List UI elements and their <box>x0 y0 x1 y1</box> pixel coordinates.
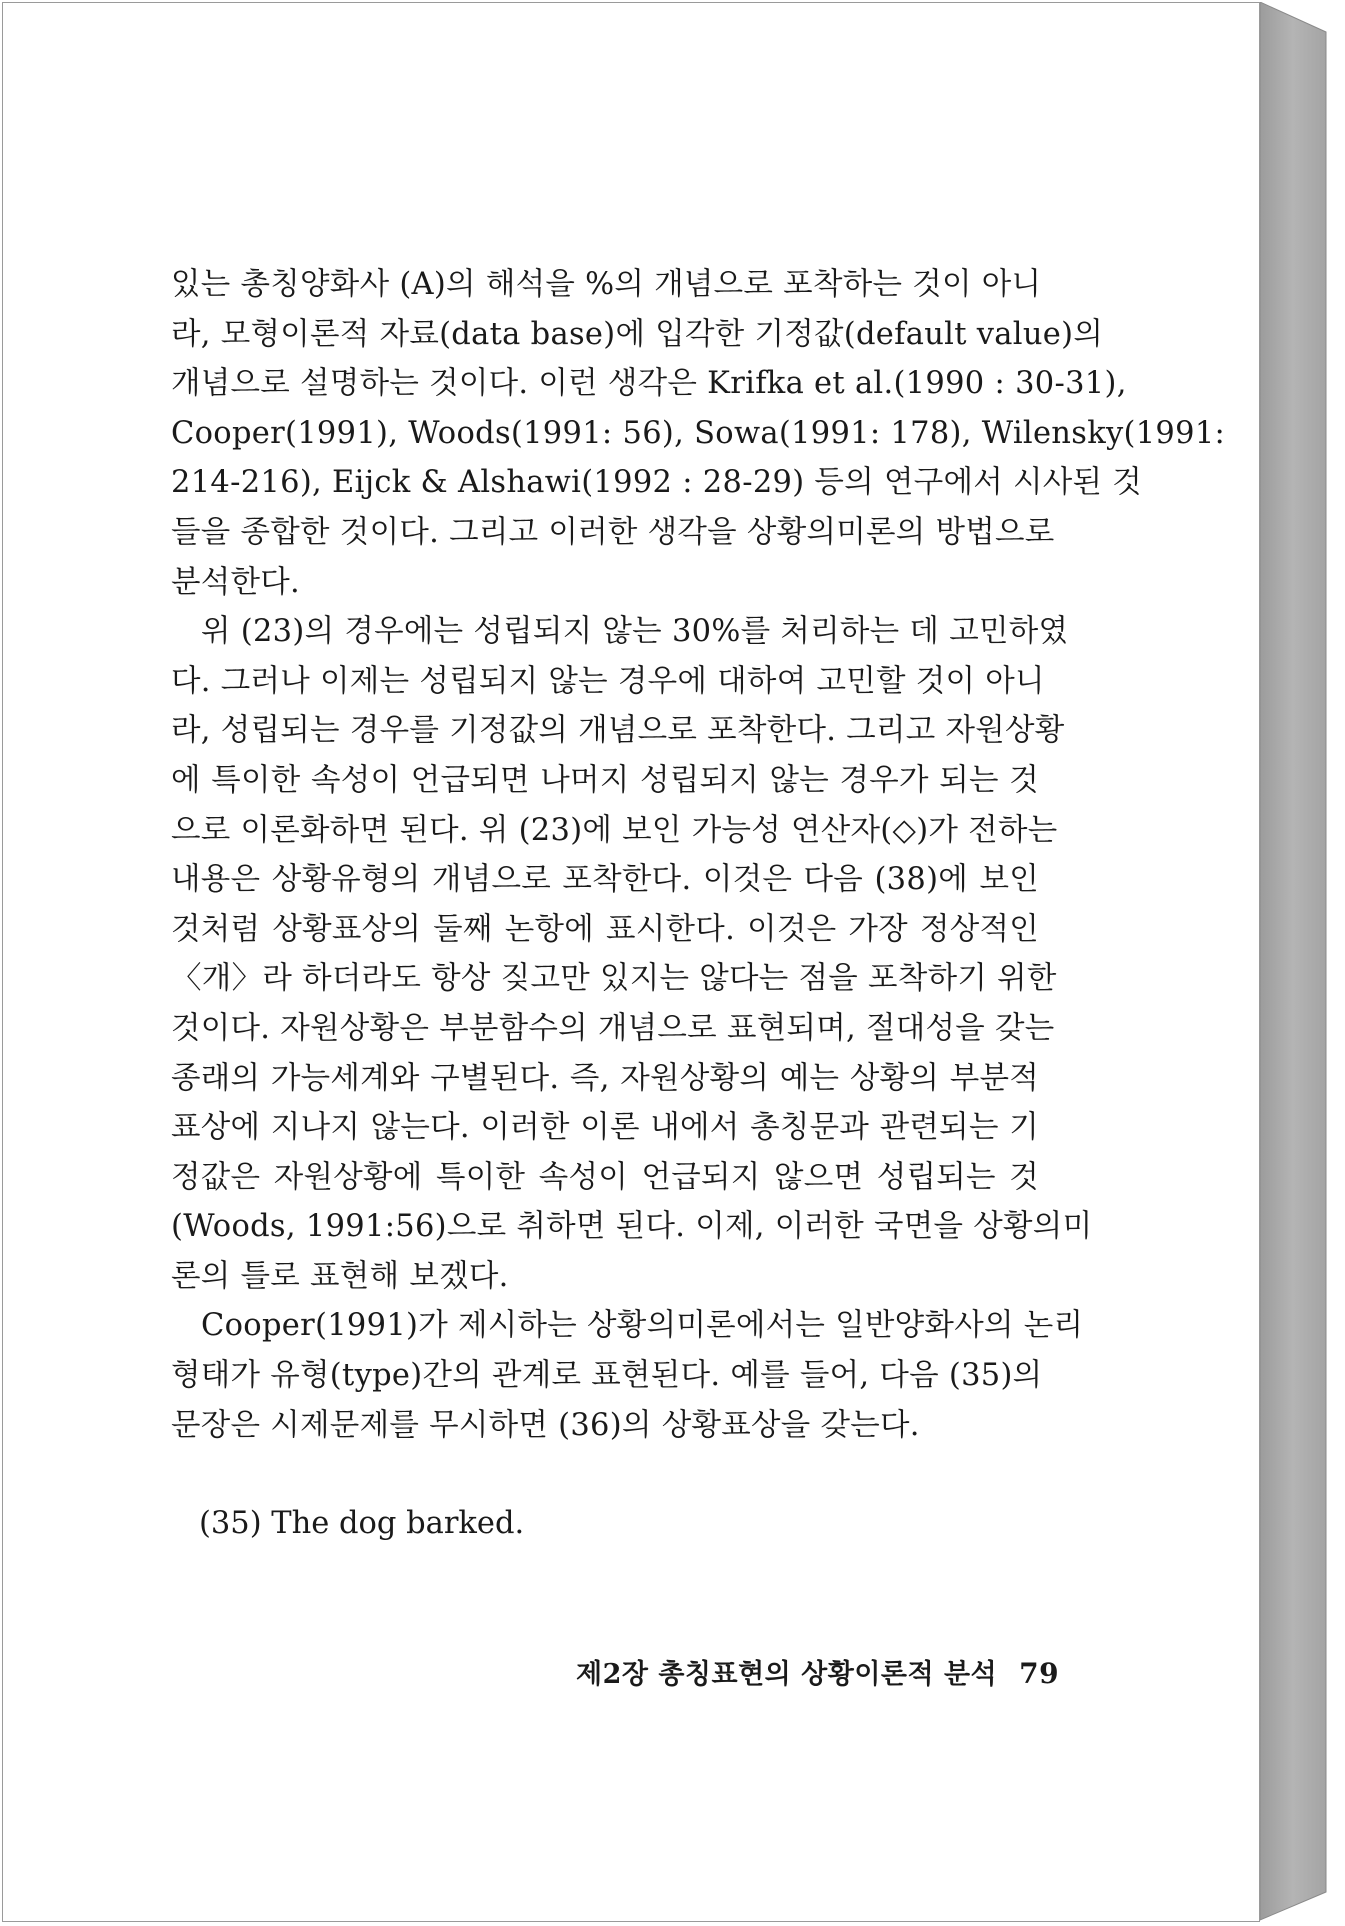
book-page <box>2 2 1260 1922</box>
example-sentence: (35) The dog barked. <box>199 1506 525 1541</box>
page-footer <box>576 1652 1059 1691</box>
text-line: 라, 성립되는 경우를 기정값의 개념으로 포착한다. 그리고 자원상황 <box>171 713 1065 749</box>
book-edge <box>1260 2 1330 1922</box>
running-head: 제2장 총칭표현의 상황이론적 분석 <box>576 1659 998 1690</box>
text-line: 라, 모형이론적 자료(data base)에 입각한 기정값(default value)의 <box>171 316 1104 352</box>
text-line: 분석한다. <box>171 564 301 600</box>
text-line: 문장은 시제문제를 무시하면 (36)의 상황표상을 갖는다. <box>171 1407 920 1443</box>
text-line: 214-216), Eijck & Alshawi(1992 : 28-29) 등의 연구에서 시사된 것 <box>171 465 1143 501</box>
text-line: Cooper(1991)가 제시하는 상황의미론에서는 일반양화사의 논리 <box>201 1308 1084 1344</box>
paragraph-1 <box>171 260 1226 607</box>
paragraph-3 <box>171 1301 1084 1450</box>
text-line: (Woods, 1991:56)으로 취하면 된다. 이제, 이러한 국면을 상황의미 <box>171 1209 1093 1245</box>
text-line: 있는 총칭양화사 (A)의 해석을 %의 개념으로 포착하는 것이 아니 <box>171 267 1042 302</box>
paragraph-2 <box>171 607 1093 1301</box>
page-number: 79 <box>1019 1657 1060 1690</box>
text-line: 다. 그러나 이제는 성립되지 않는 경우에 대하여 고민할 것이 아니 <box>171 663 1045 699</box>
text-line: 표상에 지나지 않는다. 이러한 이론 내에서 총칭문과 관련되는 기 <box>171 1110 1039 1146</box>
text-line: 으로 이론화하면 된다. 위 (23)에 보인 가능성 연산자(◇)가 전하는 <box>171 812 1058 848</box>
text-line: 〈개〉라 하더라도 항상 짖고만 있지는 않다는 점을 포착하기 위한 <box>171 961 1057 997</box>
text-line: Cooper(1991), Woods(1991: 56), Sowa(1991: 178), Wilensky(1991: <box>171 415 1226 451</box>
text-line: 종래의 가능세계와 구별된다. 즉, 자원상황의 예는 상황의 부분적 <box>171 1060 1039 1096</box>
text-line: 에 특이한 속성이 언급되면 나머지 성립되지 않는 경우가 되는 것 <box>171 762 1039 798</box>
text-line: 정값은 자원상황에 특이한 속성이 언급되지 않으면 성립되는 것 <box>171 1159 1039 1195</box>
text-line: 것이다. 자원상황은 부분함수의 개념으로 표현되며, 절대성을 갖는 <box>171 1010 1055 1046</box>
text-line: 내용은 상황유형의 개념으로 포착한다. 이것은 다음 (38)에 보인 <box>171 862 1039 898</box>
text-line: 위 (23)의 경우에는 성립되지 않는 30%를 처리하는 데 고민하였 <box>201 614 1069 650</box>
text-line: 들을 종합한 것이다. 그리고 이러한 생각을 상황의미론의 방법으로 <box>171 514 1055 550</box>
text-line: 것처럼 상황표상의 둘째 논항에 표시한다. 이것은 가장 정상적인 <box>171 911 1039 947</box>
body-text <box>171 260 1226 1450</box>
text-line: 개념으로 설명하는 것이다. 이런 생각은 Krifka et al.(1990 : 30-31), <box>171 366 1127 402</box>
text-line: 형태가 유형(type)간의 관계로 표현된다. 예를 들어, 다음 (35)의 <box>171 1358 1043 1394</box>
text-line: 론의 틀로 표현해 보겠다. <box>171 1258 509 1294</box>
